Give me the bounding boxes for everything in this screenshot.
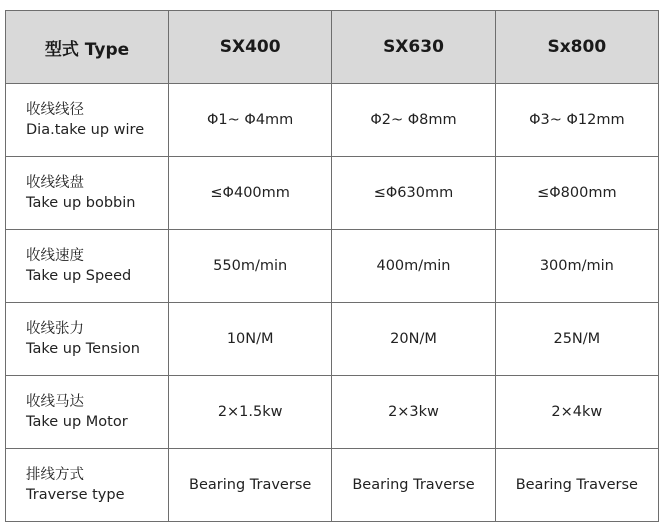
- param-label-en: Take up Speed: [26, 268, 132, 284]
- value-cell: Φ2~ Φ8mm: [332, 84, 495, 157]
- header-model-sx800: Sx800: [495, 11, 658, 84]
- value-cell: 2×3kw: [332, 376, 495, 449]
- param-label-en: Take up Tension: [26, 341, 140, 357]
- value-cell: Φ1~ Φ4mm: [169, 84, 332, 157]
- value-cell: Bearing Traverse: [495, 449, 658, 522]
- value-cell: 550m/min: [169, 230, 332, 303]
- value-cell: Bearing Traverse: [332, 449, 495, 522]
- param-label-cell: [6, 230, 169, 303]
- header-type: 型式 Type: [6, 11, 169, 84]
- value-cell: 2×1.5kw: [169, 376, 332, 449]
- table-row: [6, 303, 659, 376]
- table-body: [6, 84, 659, 522]
- value-cell: 400m/min: [332, 230, 495, 303]
- value-cell: Φ3~ Φ12mm: [495, 84, 658, 157]
- param-label-en: Take up bobbin: [26, 195, 136, 211]
- header-model-sx630: SX630: [332, 11, 495, 84]
- param-label-cell: [6, 376, 169, 449]
- param-label-cell: [6, 449, 169, 522]
- header-row: [6, 11, 659, 84]
- param-label-cell: [6, 303, 169, 376]
- param-label-cn: 收线张力: [26, 321, 84, 337]
- param-label-en: Traverse type: [26, 487, 125, 503]
- value-cell: 2×4kw: [495, 376, 658, 449]
- param-label-cn: 收线马达: [26, 394, 84, 410]
- param-label-en: Take up Motor: [26, 414, 128, 430]
- table-row: [6, 157, 659, 230]
- table-row: [6, 376, 659, 449]
- value-cell: ≤Φ800mm: [495, 157, 658, 230]
- param-label-cn: 收线线径: [26, 102, 84, 118]
- param-label-cell: [6, 84, 169, 157]
- value-cell: ≤Φ630mm: [332, 157, 495, 230]
- header-model-sx400: SX400: [169, 11, 332, 84]
- value-cell: ≤Φ400mm: [169, 157, 332, 230]
- value-cell: 25N/M: [495, 303, 658, 376]
- value-cell: 20N/M: [332, 303, 495, 376]
- spec-table: [5, 10, 659, 522]
- param-label-cn: 排线方式: [26, 467, 84, 483]
- table-header: [6, 11, 659, 84]
- param-label-cell: [6, 157, 169, 230]
- value-cell: Bearing Traverse: [169, 449, 332, 522]
- param-label-en: Dia.take up wire: [26, 122, 145, 138]
- param-label-cn: 收线线盘: [26, 175, 84, 191]
- table-row: [6, 84, 659, 157]
- value-cell: 10N/M: [169, 303, 332, 376]
- table-row: [6, 230, 659, 303]
- table-row: [6, 449, 659, 522]
- param-label-cn: 收线速度: [26, 248, 84, 264]
- value-cell: 300m/min: [495, 230, 658, 303]
